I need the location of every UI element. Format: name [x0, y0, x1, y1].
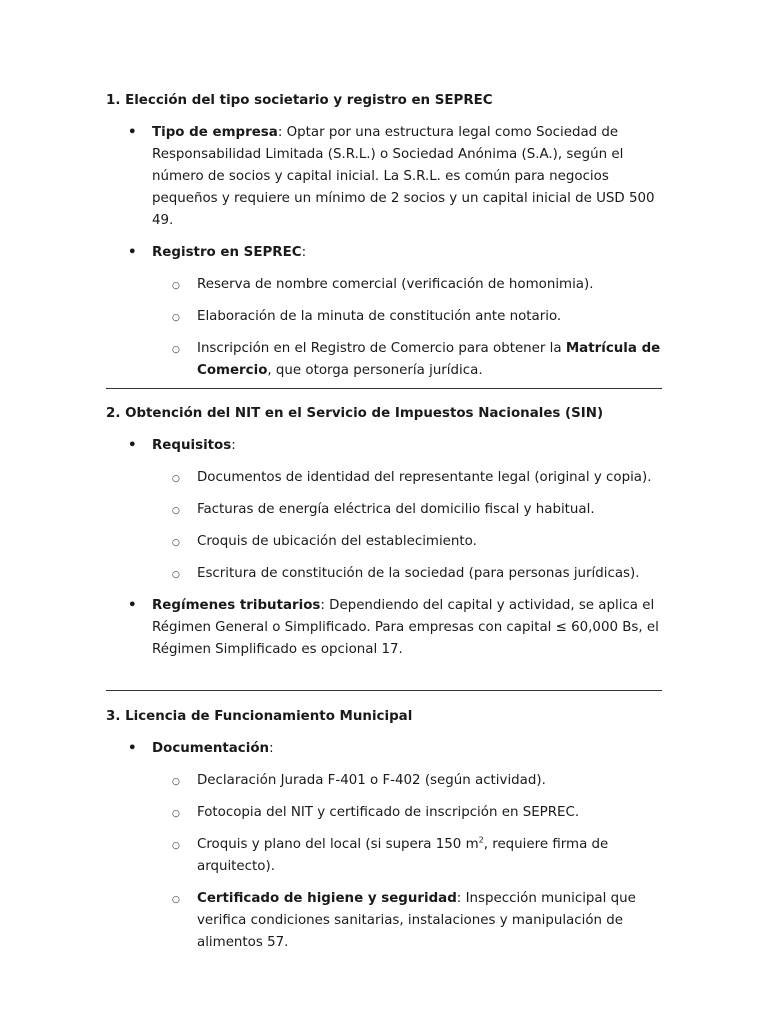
sub-list-item	[106, 770, 662, 792]
list-item	[106, 738, 662, 954]
bullet-text: :	[269, 741, 274, 756]
sub-list-item	[106, 499, 662, 521]
sub-list-item	[106, 563, 662, 585]
section-2-heading: 2. Obtención del NIT en el Servicio de Impuestos Nacionales (SIN)	[106, 406, 604, 421]
sub-item-text: , requiere firma de arquitecto).	[197, 837, 609, 874]
bullet-label: Regímenes tributarios	[152, 598, 321, 613]
sub-item-text: Reserva de nombre comercial (verificación de homonimia).	[197, 277, 594, 292]
bullet-text: : Optar por una estructura legal como Sociedad de Responsabilidad Limitada (S.R.L.) o Sociedad Anónima (S.A.), según el número de socios y capital inicial. La S.R.L. es común para negocios pequeños y requiere un mínimo de 2 socios y un capital inicial de USD 500 49.	[152, 125, 655, 228]
bullet-label: Registro en SEPREC	[152, 245, 302, 260]
sub-list-item	[106, 467, 662, 489]
sub-item-text: Declaración Jurada F-401 o F-402 (según actividad).	[197, 773, 546, 788]
sub-list-item	[106, 888, 662, 954]
section-2-list	[106, 435, 662, 661]
list-item	[106, 242, 662, 382]
list-item	[106, 122, 662, 232]
sub-item-text: , que otorga personería jurídica.	[267, 363, 483, 378]
sub-list-item	[106, 274, 662, 296]
section-1-heading: 1. Elección del tipo societario y registro en SEPREC	[106, 93, 493, 108]
section-3-heading: 3. Licencia de Funcionamiento Municipal	[106, 709, 413, 724]
sub-list-item	[106, 802, 662, 824]
list-item	[106, 595, 662, 661]
sub-item-bold: Matrícula de Comercio	[197, 341, 661, 378]
bullet-text: :	[301, 245, 307, 260]
sub-item-text: Inscripción en el Registro de Comercio para obtener la	[197, 341, 566, 356]
sub-item-text: Facturas de energía eléctrica del domicilio fiscal y habitual.	[197, 502, 595, 517]
sub-item-text: Croquis y plano del local (si supera 150 m	[197, 837, 479, 852]
bullet-label: Tipo de empresa	[152, 125, 278, 140]
bullet-label: Requisitos	[152, 438, 232, 453]
sub-list-item	[106, 306, 662, 328]
sub-item-bold: Certificado de higiene y seguridad	[197, 891, 457, 906]
bullet-label: Documentación	[152, 741, 270, 756]
bullet-text: :	[231, 438, 236, 453]
section-3	[106, 706, 662, 954]
bullet-text: : Dependiendo del capital y actividad, se aplica el Régimen General o Simplificado. Para empresas con capital ≤ 60,000 Bs, el Régimen Simplificado es opcional 17.	[152, 598, 659, 657]
section-2	[106, 403, 662, 661]
sub-list	[152, 467, 662, 585]
list-item	[106, 435, 662, 585]
sub-item-text: Elaboración de la minuta de constitución ante notario.	[197, 309, 562, 324]
sub-item-text: Croquis de ubicación del establecimiento.	[197, 534, 477, 549]
section-1	[106, 90, 662, 382]
sub-list-item	[106, 338, 662, 382]
sub-list	[152, 274, 662, 382]
section-3-list	[106, 738, 662, 954]
divider	[106, 690, 662, 691]
sub-list-item	[106, 834, 662, 878]
superscript: 2	[478, 835, 484, 845]
divider	[106, 388, 662, 389]
sub-item-text: Documentos de identidad del representante legal (original y copia).	[197, 470, 652, 485]
section-1-list	[106, 122, 662, 382]
sub-item-text: Fotocopia del NIT y certificado de inscripción en SEPREC.	[197, 805, 580, 820]
sub-list	[152, 770, 662, 954]
sub-item-text: : Inspección municipal que verifica condiciones sanitarias, instalaciones y manipulación de alimentos 57.	[197, 891, 636, 950]
sub-list-item	[106, 531, 662, 553]
sub-item-text: Escritura de constitución de la sociedad (para personas jurídicas).	[197, 566, 640, 581]
